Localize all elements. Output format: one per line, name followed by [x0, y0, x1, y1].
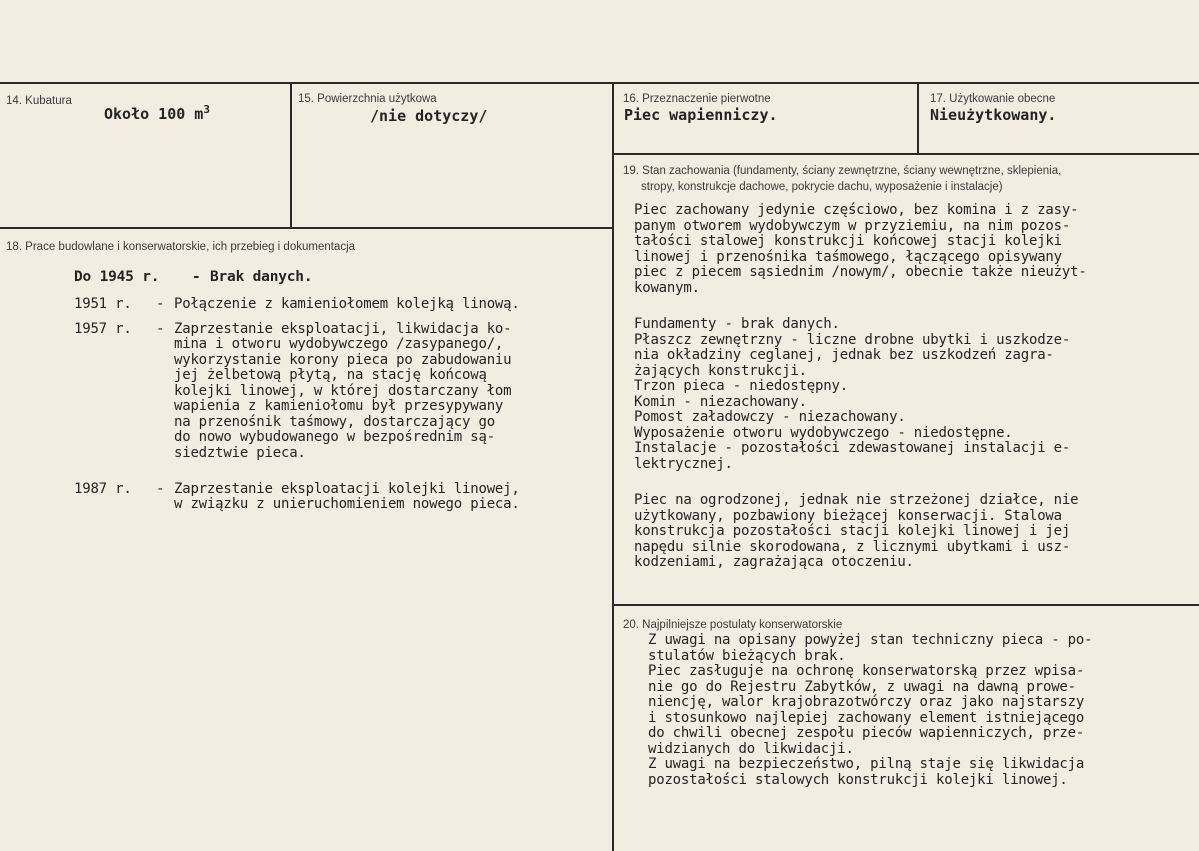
entry-text: Zaprzestanie eksploatacji kolejki linowej, w związku z unieruchomieniem nowego pieca.	[174, 480, 520, 512]
col-divider-main	[612, 82, 614, 851]
entry-year: Do 1945 r.	[74, 268, 160, 285]
entry-text: Brak danych.	[210, 268, 313, 285]
field-20-label: 20. Najpilniejsze postulaty konserwatorskie	[623, 619, 843, 631]
entry-year: 1987 r.	[74, 480, 132, 497]
field-17-value: Nieużytkowany.	[930, 106, 1057, 124]
row-divider-20	[612, 604, 1199, 606]
row-divider-18	[0, 227, 614, 229]
entry-year: 1957 r.	[74, 320, 132, 337]
field-19-paragraph-3: Piec na ogrodzonej, jednak nie strzeżonej działce, nie użytkowany, pozbawiony bieżącej konserwacji. Stalowa konstrukcja pozostałości stacji kolejki linowej i jej napędu silnie skorodowana, z licznymi ubytkami i usz- kodzeniami, zagrażająca otoczeniu.	[634, 492, 1079, 570]
field-20-text: Z uwagi na opisany powyżej stan techniczny pieca - po- stulatów bieżących brak. Piec zasługuje na ochronę konserwatorską przez wpisa- nie go do Rejestru Zabytków, z uwagi na dawną prowe- niencję, walor krajobrazotwórczy oraz jako najstarszy i stosunkowo najlepiej zachowany element istniejącego do chwili obecnej zespołu pieców wapienniczych, prze- widzianych do likwidacji. Z uwagi na bezpieczeństwo, pilną staje się likwidacja pozostałości stalowych konstrukcji kolejki linowej.	[648, 632, 1093, 788]
entry-text: Połączenie z kamieniołomem kolejką linową.	[174, 295, 520, 312]
field-18-label: 18. Prace budowlane i konserwatorskie, ich przebieg i dokumentacja	[6, 241, 356, 253]
top-border	[0, 82, 1199, 84]
entry-text: Zaprzestanie eksploatacji, likwidacja ko- mina i otworu wydobywczego /zasypanego/, wykorzystanie korony pieca po zabudowaniu jej żelbetową płytą, na stację końcową kolejki linowej, w której dostarczany łom wapienia z kamieniołomu był przesypywany na przenośnik taśmowy, dostarczający go do nowo wybudowanego w bezpośrednim są- siedztwie pieca.	[174, 320, 512, 461]
list-item	[74, 306, 512, 461]
field-14-value-sup: 3	[203, 103, 210, 116]
field-19-paragraph-1: Piec zachowany jedynie częściowo, bez komina i z zasy- panym otworem wydobywczym w przyziemiu, na nim pozos- tałości stalowej konstrukcji końcowej stacji kolejki linowej i przenośnika taśmowego, łączącego opisywany piec z piecem sąsiednim /nowym/, obecnie także nieużyt- kowanym.	[634, 202, 1087, 296]
entry-dash: -	[156, 320, 165, 337]
field-15-label: 15. Powierzchnia użytkowa	[298, 93, 437, 105]
field-16-value: Piec wapienniczy.	[624, 106, 778, 124]
col-divider-17	[917, 82, 919, 154]
entry-dash: -	[156, 295, 165, 312]
list-item	[74, 466, 520, 513]
field-16-label: 16. Przeznaczenie pierwotne	[623, 93, 771, 105]
field-19-paragraph-2: Fundamenty - brak danych. Płaszcz zewnętrzny - liczne drobne ubytki i uszkodze- nia okładziny ceglanej, jednak bez uszkodzeń zagra- żających konstrukcji. Trzon pieca - niedostępny. Komin - niezachowany. Pomost załadowczy - niezachowany. Wyposażenie otworu wydobywczego - niedostępne. Instalacje - pozostałości zdewastowanej instalacji e- lektrycznej.	[634, 316, 1071, 472]
entry-dash: -	[192, 268, 201, 285]
field-18-list	[74, 254, 604, 514]
field-19-label-line1: 19. Stan zachowania (fundamenty, ściany zewnętrzne, ściany wewnętrzne, sklepienia,	[623, 165, 1062, 177]
row-divider-17	[612, 153, 1199, 155]
col-divider-15	[290, 82, 292, 228]
field-14-label: 14. Kubatura	[6, 95, 72, 107]
field-19-label-line2: stropy, konstrukcje dachowe, pokrycie dachu, wyposażenie i instalacje)	[641, 181, 1003, 193]
field-14-value-text: Około 100 m	[104, 105, 204, 123]
entry-dash: -	[156, 480, 165, 497]
field-17-label: 17. Użytkowanie obecne	[930, 93, 1056, 105]
entry-year: 1951 r.	[74, 295, 132, 312]
field-15-value: /nie dotyczy/	[370, 107, 488, 125]
field-14-value	[104, 103, 210, 123]
